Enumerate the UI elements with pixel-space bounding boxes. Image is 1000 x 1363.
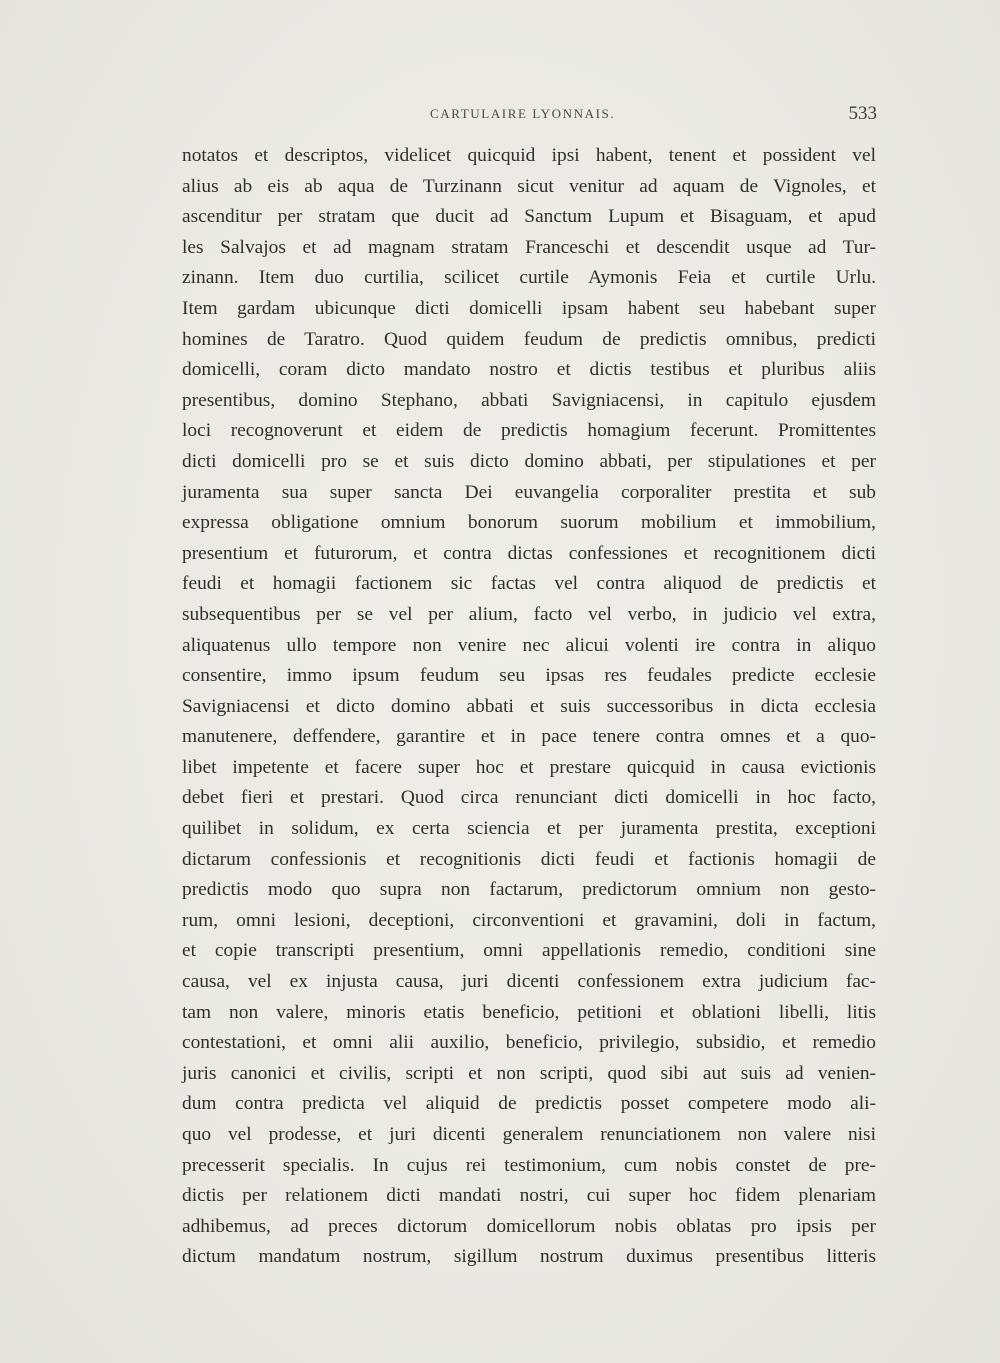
text-line: ascenditur per stratam que ducit ad Sanctum Lupum et Bisaguam, et apud xyxy=(182,206,876,228)
text-line: contestationi, et omni alii auxilio, beneficio, privilegio, subsidio, et remedio xyxy=(182,1032,876,1054)
text-line: dictarum confessionis et recognitionis dicti feudi et factionis homagii de xyxy=(182,848,876,870)
text-line: consentire, immo ipsum feudum seu ipsas res feudales predicte ecclesie xyxy=(182,665,876,687)
text-line: dictum mandatum nostrum, sigillum nostrum duximus presentibus litteris xyxy=(182,1246,876,1268)
text-line: causa, vel ex injusta causa, juri dicenti confessionem extra judicium fac- xyxy=(182,971,876,993)
text-line: et copie transcripti presentium, omni appellationis remedio, conditioni sine xyxy=(182,940,876,962)
text-line: feudi et homagii factionem sic factas vel contra aliquod de predictis et xyxy=(182,573,876,595)
text-line: homines de Taratro. Quod quidem feudum de predictis omnibus, predicti xyxy=(182,328,876,350)
text-line: predictis modo quo supra non factarum, predictorum omnium non gesto- xyxy=(182,879,876,901)
body-text xyxy=(182,141,876,1273)
text-line: dictis per relationem dicti mandati nostri, cui super hoc fidem plenariam xyxy=(182,1185,876,1207)
page-number: 533 xyxy=(848,103,877,124)
text-line: tam non valere, minoris etatis beneficio, petitioni et oblationi libelli, litis xyxy=(182,1001,876,1023)
text-line: subsequentibus per se vel per alium, facto vel verbo, in judicio vel extra, xyxy=(182,603,876,625)
text-line: aliquatenus ullo tempore non venire nec alicui volenti ire contra in aliquo xyxy=(182,634,876,656)
text-line: dum contra predicta vel aliquid de predictis posset competere modo ali- xyxy=(182,1093,876,1115)
text-line: quo vel prodesse, et juri dicenti generalem renunciationem non valere nisi xyxy=(182,1124,876,1145)
running-head xyxy=(180,103,880,130)
text-line: alius ab eis ab aqua de Turzinann sicut venitur ad aquam de Vignoles, et xyxy=(182,175,876,197)
text-line: manutenere, deffendere, garantire et in pace tenere contra omnes et a quo- xyxy=(182,726,876,748)
text-line: Item gardam ubicunque dicti domicelli ipsam habent seu habebant super xyxy=(182,297,876,319)
text-line: adhibemus, ad preces dictorum domicellorum nobis oblatas pro ipsis per xyxy=(182,1215,876,1237)
text-line: les Salvajos et ad magnam stratam Franceschi et descendit usque ad Tur- xyxy=(182,236,876,258)
text-line: notatos et descriptos, videlicet quicquid ipsi habent, tenent et possident vel xyxy=(182,145,876,166)
text-line: presentium et futurorum, et contra dictas confessiones et recognitionem dicti xyxy=(182,542,876,564)
text-line: debet fieri et prestari. Quod circa renunciant dicti domicelli in hoc facto, xyxy=(182,787,876,809)
text-line: Savigniacensi et dicto domino abbati et suis successoribus in dicta ecclesia xyxy=(182,695,876,717)
text-line: juris canonici et civilis, scripti et non scripti, quod sibi aut suis ad venien- xyxy=(182,1062,876,1084)
text-line: quilibet in solidum, ex certa sciencia et per juramenta prestita, exceptioni xyxy=(182,818,876,840)
text-line: dicti domicelli pro se et suis dicto domino abbati, per stipulationes et per xyxy=(182,450,876,472)
text-line: juramenta sua super sancta Dei euvangelia corporaliter prestita et sub xyxy=(182,481,876,503)
text-line: loci recognoverunt et eidem de predictis homagium fecerunt. Promittentes xyxy=(182,420,876,442)
running-title: CARTULAIRE LYONNAIS. xyxy=(430,106,616,121)
text-line: expressa obligatione omnium bonorum suorum mobilium et immobilium, xyxy=(182,512,876,534)
text-line: precesserit specialis. In cujus rei testimonium, cum nobis constet de pre- xyxy=(182,1154,876,1176)
text-line: domicelli, coram dicto mandato nostro et dictis testibus et pluribus aliis xyxy=(182,359,876,381)
text-line: libet impetente et facere super hoc et prestare quicquid in causa evictionis xyxy=(182,756,876,778)
text-line: presentibus, domino Stephano, abbati Savigniacensi, in capitulo ejusdem xyxy=(182,389,876,411)
text-line: zinann. Item duo curtilia, scilicet curtile Aymonis Feia et curtile Urlu. xyxy=(182,267,876,289)
text-line: rum, omni lesioni, deceptioni, circonventioni et gravamini, doli in factum, xyxy=(182,909,876,931)
